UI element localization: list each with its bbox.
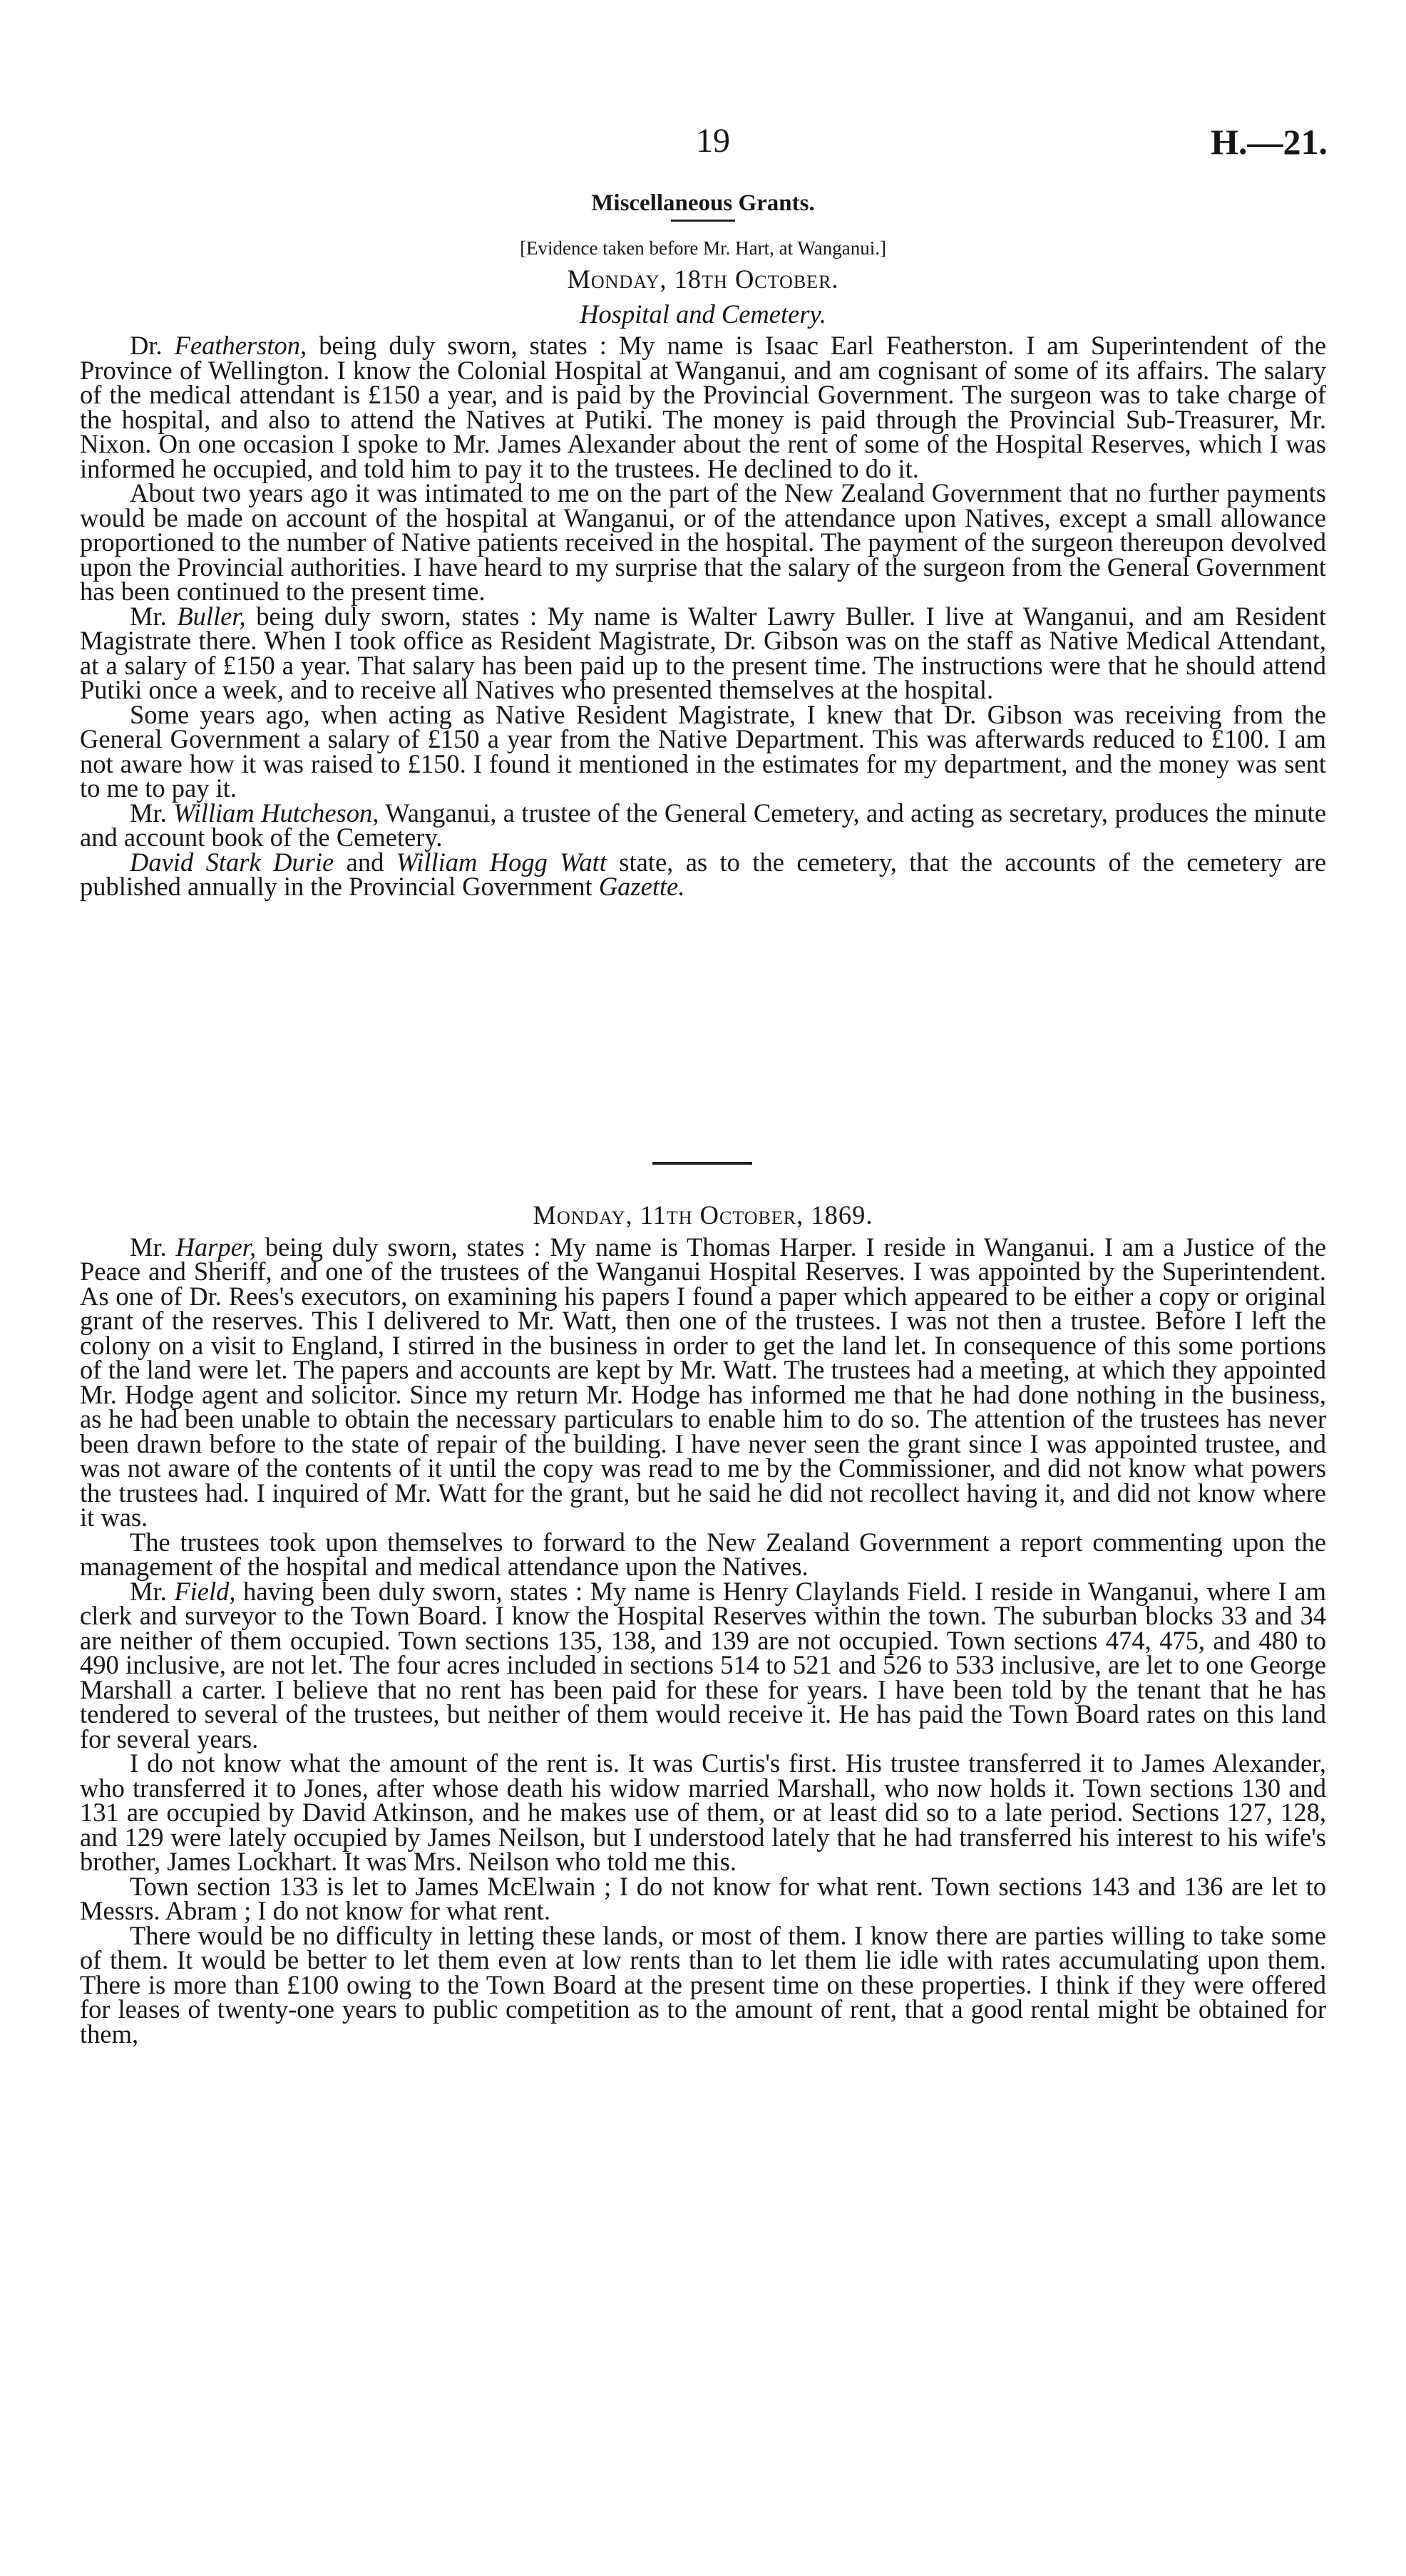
paragraph-harper bbox=[80, 1232, 1327, 1532]
paragraph-text: being duly sworn, states : My name is Isaac Earl Featherston. I am Superintendent of the Province of Wellington. I know the Colonial Hospital at Wanganui, and am cognisant of some of its affairs. The salary of the medical attendant is £150 a year, and is paid by the Provincial Government. The surgeon was to take charge of the hospital, and also to attend the Natives at Putiki. The money is paid through the Provincial Sub-Treasurer, Mr. Nixon. On one occasion I spoke to Mr. James Alexander about the rent of some of the Hospital Reserves, which I was informed he occupied, and told him to pay it to the trustees. He declined to do it. bbox=[80, 331, 1327, 483]
witness-prefix: Mr. bbox=[130, 601, 167, 631]
paragraph-text: having been duly sworn, states : My name is Henry Claylands Field. I reside in Wanganui, where I am clerk and surveyor to the Town Board. I know the Hospital Reserves within the town. The suburban blocks 33 and 34 are neither of them occupied. Town sections 135, 138, and 139 are not occupied. Town sections 474, 475, and 480 to 490 inclusive, are not let. The four acres included in sections 514 to 521 and 526 to 533 inclusive, are let to one George Marshall a carter. I believe that no rent has been paid for these for years. I have been told by the tenant that he has tendered to several of the trustees, but neither of them would receive it. He has paid the Town Board rates on this land for several years. bbox=[80, 1576, 1326, 1753]
paragraph: Some years ago, when acting as Native Resident Magistrate, I knew that Dr. Gibson was receiving from the General Government a salary of £150 a year from the Native Department. This was afterwards reduced to £100. I am not aware how it was raised to £150. I found it mentioned in the estimates for my department, and the money was sent to me to pay it. bbox=[80, 699, 1326, 803]
witness-name: Field, bbox=[174, 1576, 236, 1606]
title-underline bbox=[671, 220, 735, 222]
paragraph-text: state, as to the cemetery, that the accounts of the cemetery are published annually in the Provincial Government bbox=[80, 847, 1327, 901]
witness-prefix: Mr. bbox=[130, 798, 167, 828]
paragraph-text: being duly sworn, states : My name is Walter Lawry Buller. I live at Wanganui, and am Resident Magistrate there. When I took office as Resident Magistrate, Dr. Gibson was on the staff as Native Medical Attendant, at a salary of £150 a year. That salary has been paid up to the present time. The instructions were that he should attend Putiki once a week, and to receive all Natives who presented themselves at the hospital. bbox=[80, 601, 1327, 704]
witness-name: William Hogg Watt bbox=[396, 847, 607, 877]
paragraph-featherston bbox=[80, 331, 1327, 483]
paragraph: Town section 133 is let to James McElwain ; I do not know for what rent. Town sections 143 and 136 are let to Messrs. Abram ; I do not know for what rent. bbox=[80, 1871, 1326, 1925]
witness-name: Featherston, bbox=[174, 331, 307, 360]
witness-prefix: Dr. bbox=[130, 331, 163, 360]
witness-name: Harper, bbox=[175, 1232, 257, 1262]
subject-heading: Hospital and Cemetery. bbox=[580, 299, 826, 329]
paragraph: I do not know what the amount of the rent is. It was Curtis's first. His trustee transferred it to James Alexander, who transferred it to Jones, after whose death his widow married Marshall, who now holds it. Town sections 130 and 131 are occupied by David Atkinson, and he makes use of them, or at least did so to a late period. Sections 127, 128, and 129 were lately occupied by James Neilson, but I understood lately that he had transferred his interest to his wife's brother, James Lockhart. It was Mrs. Neilson who told me this. bbox=[80, 1748, 1326, 1876]
paragraph-cemetery bbox=[80, 847, 1327, 901]
document-reference: H.—21. bbox=[1211, 122, 1328, 162]
evidence-note: [Evidence taken before Mr. Hart, at Wanganui.] bbox=[520, 237, 886, 259]
page-number: 19 bbox=[696, 122, 730, 160]
hearing-date: Monday, 11th October, 1869. bbox=[533, 1200, 873, 1230]
paragraph: There would be no difficulty in letting these lands, or most of them. I know there are parties willing to take some of them. It would be better to let them even at low rents than to let them lie idle with rates accumulating upon them. There is more than £100 owing to the Town Board at the present time on these properties. I think if they were offered for leases of twenty-one years to public competition as to the amount of rent, that a good rental might be obtained for them, bbox=[80, 1920, 1326, 2049]
witness-prefix: Mr. bbox=[130, 1576, 167, 1606]
witness-prefix: Mr. bbox=[130, 1232, 167, 1262]
paragraph: The trustees took upon themselves to forward to the New Zealand Government a report commenting upon the management of the hospital and medical attendance upon the Natives. bbox=[80, 1527, 1326, 1581]
paragraph-text: being duly sworn, states : My name is Thomas Harper. I reside in Wanganui. I am a Justice of the Peace and Sheriff, and one of the trustees of the Wanganui Hospital Reserves. I was appointed by the Superintendent. As one of Dr. Rees's executors, on examining his papers I found a paper which appeared to be either a copy or original grant of the reserves. This I delivered to Mr. Watt, then one of the trustees. I was not then a trustee. Before I left the colony on a visit to England, I stirred in the business in order to get the land let. In consequence of this some portions of the land were let. The papers and accounts are kept by Mr. Watt. The trustees had a meeting, at which they appointed Mr. Hodge agent and solicitor. Since my return Mr. Hodge has informed me that he had done nothing in the business, as he had been unable to obtain the necessary particulars to enable him to do so. The attention of the trustees has never been drawn before to the state of repair of the building. I have never seen the grant since I was appointed trustee, and was not aware of the contents of it until the copy was read to me by the Commissioner, and did not know what powers the trustees had. I inquired of Mr. Watt for the grant, but he said he did not recollect having it, and did not know where it was. bbox=[80, 1232, 1327, 1532]
witness-name: Buller, bbox=[177, 601, 246, 631]
section-miscellaneous-grants bbox=[80, 191, 1326, 900]
paragraph-buller bbox=[80, 601, 1327, 704]
witness-name: William Hutcheson, bbox=[173, 798, 379, 828]
witness-name: David Stark Durie bbox=[130, 847, 334, 877]
conjunction: and bbox=[346, 847, 384, 877]
publication-name: Gazette. bbox=[598, 872, 685, 901]
section-title: Miscellaneous Grants. bbox=[591, 190, 815, 216]
paragraph-hutcheson bbox=[80, 798, 1327, 852]
section-october-1869 bbox=[80, 1200, 1327, 2049]
section-divider bbox=[652, 1162, 752, 1165]
hearing-date: Monday, 18th October. bbox=[567, 264, 839, 294]
paragraph-text: Wanganui, a trustee of the General Cemetery, and acting as secretary, produces the minute and account book of the Cemetery. bbox=[80, 798, 1327, 852]
paragraph-field bbox=[80, 1576, 1326, 1753]
paragraph: About two years ago it was intimated to me on the part of the New Zealand Government that no further payments would be made on account of the hospital at Wanganui, or of the attendance upon Natives, except a small allowance proportioned to the number of Native patients received in the hospital. The payment of the surgeon thereupon devolved upon the Provincial authorities. I have heard to my surprise that the salary of the surgeon from the General Government has been continued to the present time. bbox=[80, 478, 1326, 606]
